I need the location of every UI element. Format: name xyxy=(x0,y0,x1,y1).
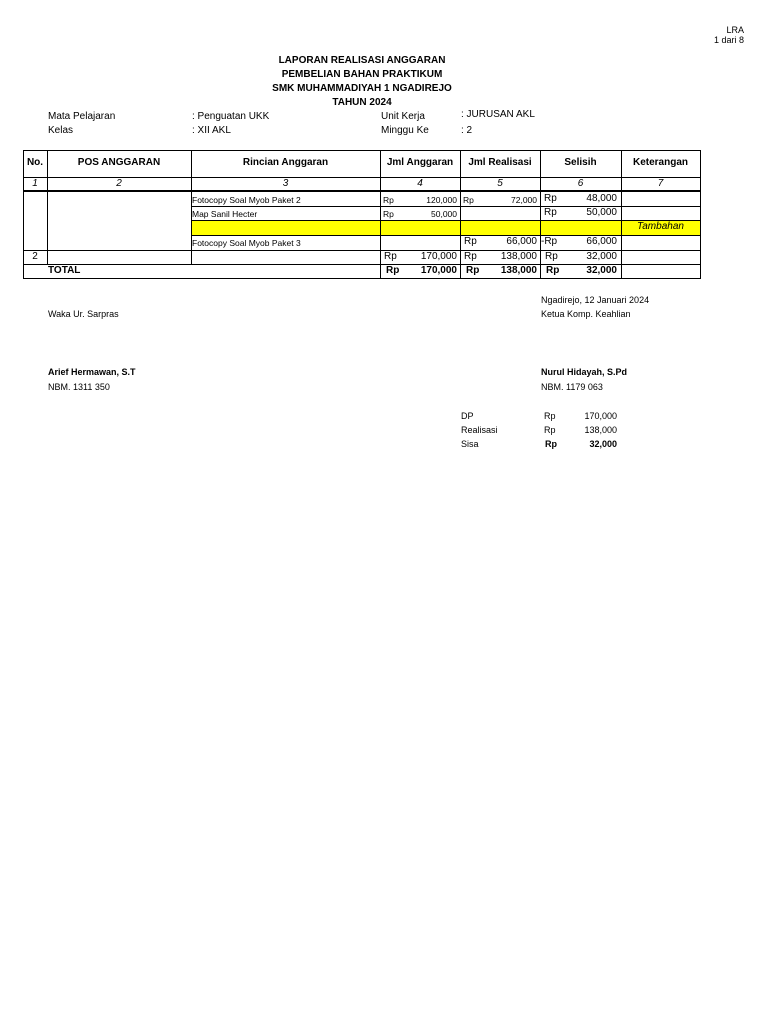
colnum-1: 1 xyxy=(32,178,38,189)
anggaran-currency: Rp xyxy=(383,195,394,205)
colnum-6: 6 xyxy=(577,178,584,189)
subtotal-no: 2 xyxy=(32,251,38,262)
kelas-label: Kelas xyxy=(48,125,74,136)
left-signatory-nbm: NBM. 1311 350 xyxy=(48,382,110,392)
anggaran-currency: Rp xyxy=(384,251,397,262)
report-subtitle: PEMBELIAN BAHAN PRAKTIKUM xyxy=(281,69,443,80)
summary-currency: Rp xyxy=(544,411,556,421)
total-realisasi: 138,000 xyxy=(500,265,537,276)
right-signatory-title: Ketua Komp. Keahlian xyxy=(541,309,631,319)
selisih-value: 48,000 xyxy=(586,193,617,204)
unit-label: Unit Kerja xyxy=(381,111,425,122)
total-selisih: 32,000 xyxy=(586,265,617,276)
subtotal-anggaran: 170,000 xyxy=(420,251,457,262)
kelas-value: : XII AKL xyxy=(192,125,231,136)
selisih-currency: Rp xyxy=(545,251,558,262)
realisasi-currency: Rp xyxy=(464,251,477,262)
page-code: LRA xyxy=(726,25,744,35)
colnum-4: 4 xyxy=(417,178,423,189)
place-date: Ngadirejo, 12 Januari 2024 xyxy=(541,295,650,305)
summary-label: Sisa xyxy=(461,439,479,449)
colnum-3: 3 xyxy=(282,178,289,189)
realisasi-currency: Rp xyxy=(463,195,474,205)
page-marker xyxy=(714,25,744,45)
anggaran-value: 120,000 xyxy=(426,195,457,205)
header-pos: POS ANGGARAN xyxy=(77,157,161,168)
realisasi-value: 72,000 xyxy=(511,195,537,205)
selisih-currency: Rp xyxy=(544,193,557,204)
summary-value: 170,000 xyxy=(584,411,617,421)
selisih-value: 66,000 xyxy=(586,236,617,247)
minggu-label: Minggu Ke xyxy=(381,125,429,136)
summary-label: Realisasi xyxy=(461,425,498,435)
realisasi-currency: Rp xyxy=(464,236,477,247)
colnum-5: 5 xyxy=(497,178,503,189)
anggaran-currency: Rp xyxy=(383,209,394,219)
header-selisih: Selisih xyxy=(564,157,597,168)
selisih-currency: -Rp xyxy=(541,236,558,247)
summary-currency: Rp xyxy=(545,439,557,449)
selisih-currency: Rp xyxy=(544,207,557,218)
report-year: TAHUN 2024 xyxy=(332,97,392,108)
left-signatory-name: Arief Hermawan, S.T xyxy=(48,367,136,377)
mapel-label: Mata Pelajaran xyxy=(48,111,116,122)
page-number: 1 dari 8 xyxy=(713,35,744,45)
right-signatory-nbm: NBM. 1179 063 xyxy=(541,382,603,392)
keterangan-cell: Tambahan xyxy=(637,221,684,232)
total-anggaran: 170,000 xyxy=(420,265,457,276)
report-title: LAPORAN REALISASI ANGGARAN xyxy=(278,55,446,66)
header-jml-anggaran: Jml Anggaran xyxy=(386,157,454,168)
selisih-currency: Rp xyxy=(546,265,560,276)
summary-currency: Rp xyxy=(544,425,556,435)
rincian-cell: Fotocopy Soal Myob Paket 3 xyxy=(192,238,301,248)
right-signatory-name: Nurul Hidayah, S.Pd xyxy=(541,367,628,377)
total-label: TOTAL xyxy=(48,265,81,276)
anggaran-currency: Rp xyxy=(386,265,400,276)
header-keterangan: Keterangan xyxy=(632,157,688,168)
selisih-value: 50,000 xyxy=(586,207,617,218)
rincian-cell: Map Sanil Hecter xyxy=(192,209,258,219)
colnum-7: 7 xyxy=(657,178,664,189)
summary-label: DP xyxy=(461,411,474,421)
unit-value: : JURUSAN AKL xyxy=(461,109,535,120)
summary-value: 138,000 xyxy=(584,425,617,435)
subtotal-selisih: 32,000 xyxy=(586,251,617,262)
subtotal-realisasi: 138,000 xyxy=(500,251,537,262)
realisasi-value: 66,000 xyxy=(506,236,537,247)
minggu-value: : 2 xyxy=(461,125,473,136)
colnum-2: 2 xyxy=(116,178,122,189)
header-no: No. xyxy=(26,157,44,168)
school-name: SMK MUHAMMADIYAH 1 NGADIREJO xyxy=(272,83,452,94)
anggaran-value: 50,000 xyxy=(431,209,457,219)
summary-value: 32,000 xyxy=(589,439,617,449)
header-rincian: Rincian Anggaran xyxy=(242,157,329,168)
header-jml-realisasi: Jml Realisasi xyxy=(468,157,532,168)
realisasi-currency: Rp xyxy=(466,265,480,276)
left-signatory-title: Waka Ur. Sarpras xyxy=(48,309,119,319)
rincian-cell: Fotocopy Soal Myob Paket 2 xyxy=(192,195,301,205)
mapel-value: : Penguatan UKK xyxy=(192,111,270,122)
